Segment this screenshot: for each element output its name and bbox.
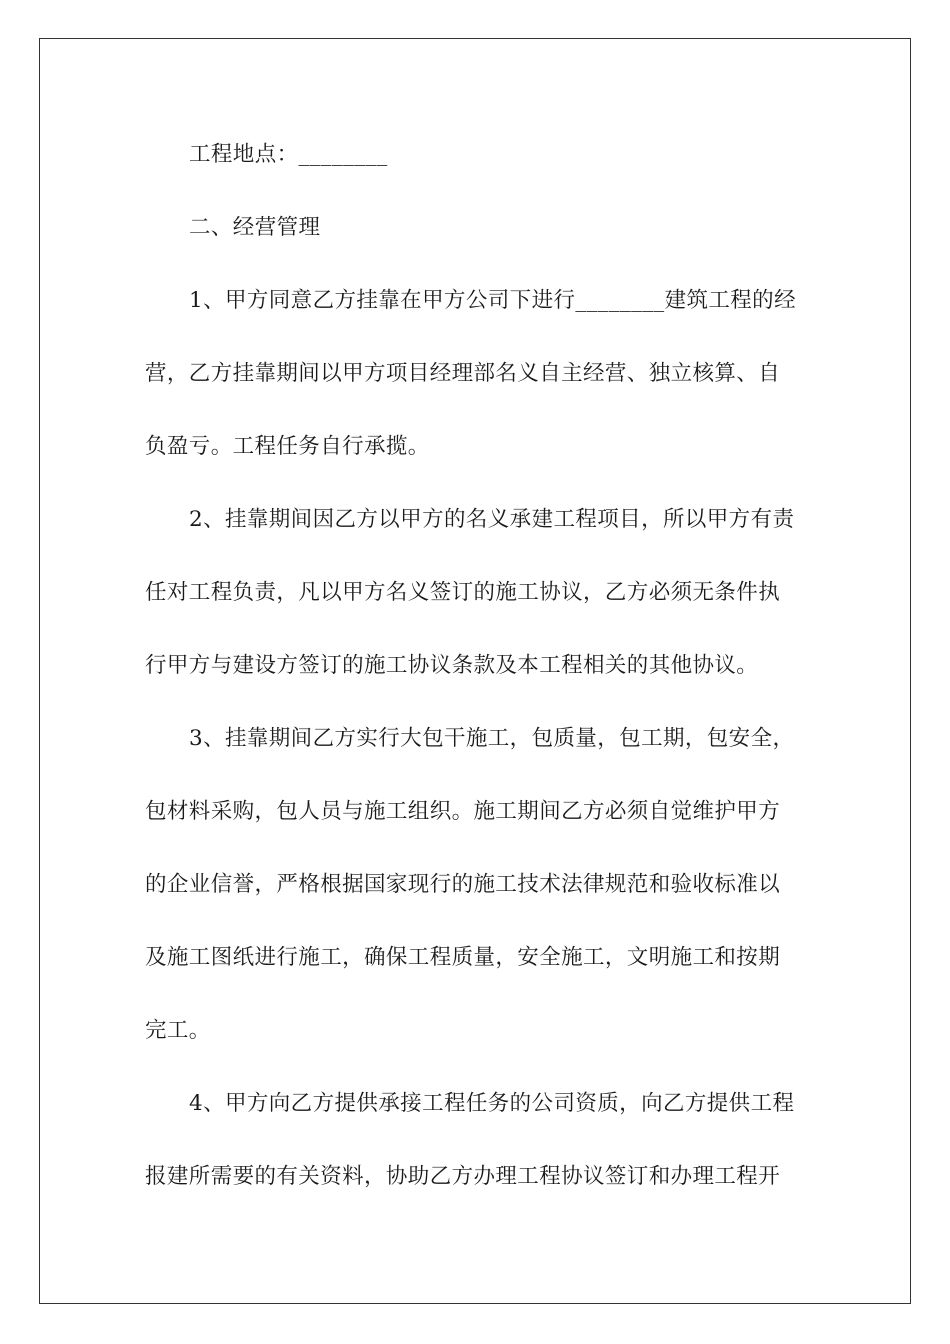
paragraph-line: 的企业信誉，严格根据国家现行的施工技术法律规范和验收标准以: [145, 872, 781, 897]
section-heading: 二、经营管理: [189, 215, 321, 240]
paragraph-line: 完工。: [145, 1018, 211, 1043]
paragraph-line: 2、挂靠期间因乙方以甲方的名义承建工程项目，所以甲方有责: [189, 507, 795, 532]
document-body: [145, 118, 805, 1213]
paragraph-line: 营，乙方挂靠期间以甲方项目经理部名义自主经营、独立核算、自: [145, 361, 781, 386]
paragraph-line: 包材料采购，包人员与施工组织。施工期间乙方必须自觉维护甲方: [145, 799, 781, 824]
paragraph-line: 1、甲方同意乙方挂靠在甲方公司下进行________建筑工程的经: [189, 288, 796, 313]
paragraph-line: 负盈亏。工程任务自行承揽。: [145, 434, 430, 459]
paragraph-line: 报建所需要的有关资料，协助乙方办理工程协议签订和办理工程开: [145, 1164, 781, 1189]
paragraph-line: 任对工程负责，凡以甲方名义签订的施工协议，乙方必须无条件执: [145, 580, 781, 605]
paragraph-line: 及施工图纸进行施工，确保工程质量，安全施工，文明施工和按期: [145, 945, 781, 970]
paragraph-line: 4、甲方向乙方提供承接工程任务的公司资质，向乙方提供工程: [189, 1091, 795, 1116]
paragraph-line: 工程地点：________: [189, 142, 388, 167]
paragraph-line: 行甲方与建设方签订的施工协议条款及本工程相关的其他协议。: [145, 653, 759, 678]
paragraph-line: 3、挂靠期间乙方实行大包干施工，包质量，包工期，包安全，: [189, 726, 795, 751]
